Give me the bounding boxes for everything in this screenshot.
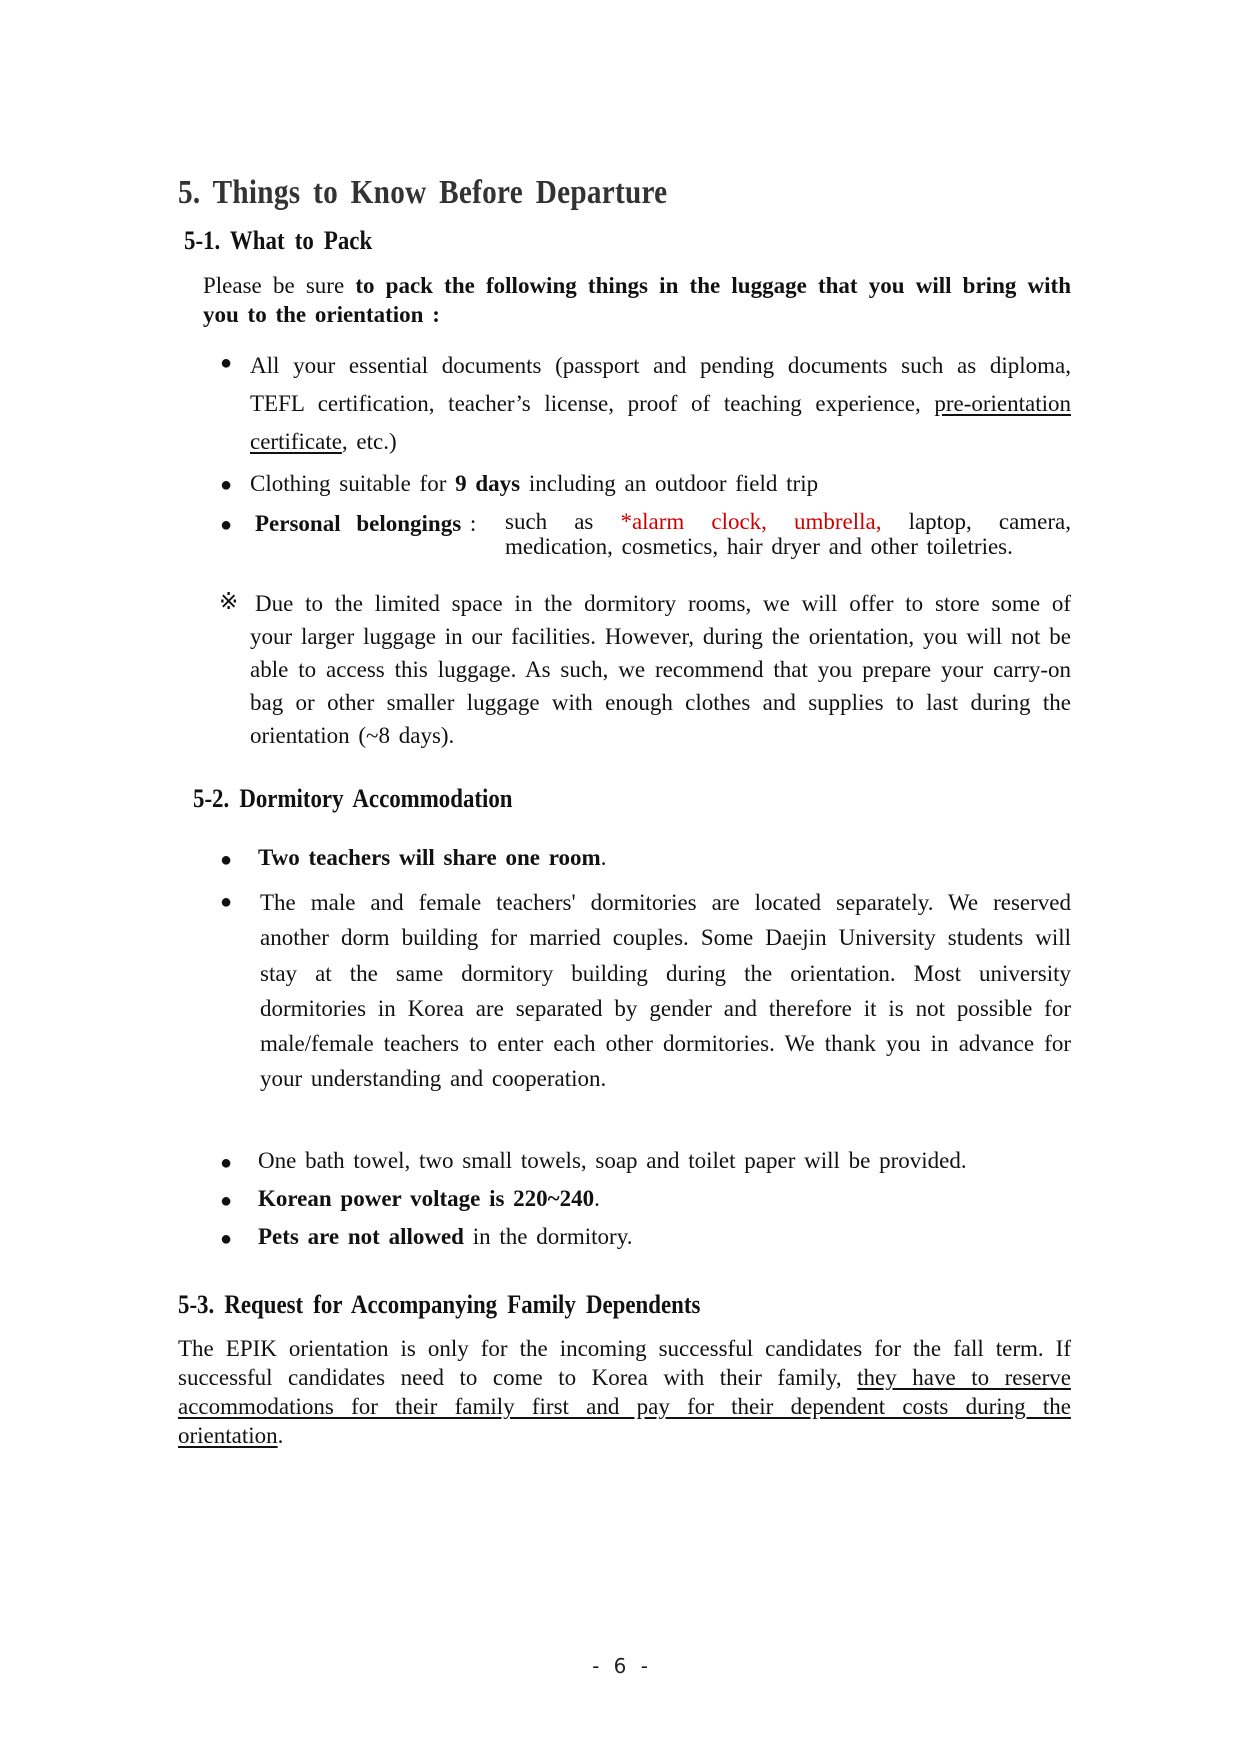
item-bold: Pets are not allowed — [258, 1224, 464, 1249]
pack-intro — [203, 271, 1071, 329]
item-text: including an outdoor field trip — [520, 471, 819, 496]
bullet-icon: ● — [220, 891, 233, 913]
item-bold: Two teachers will share one room — [258, 845, 601, 870]
item-text: All your essential documents (passport and pending documents such as diploma, TEFL certification, teacher’s license, proof of teaching experience, — [250, 353, 1071, 416]
item-text-end: . — [600, 845, 607, 870]
item-text: Clothing suitable for — [250, 471, 456, 496]
item-bold: Personal belongings — [255, 511, 462, 536]
subsection-title-5-2: 5-2. Dormitory Accommodation — [193, 784, 513, 813]
text-underlined: they have to reserve accommodations for their family first and pay for their dependent costs during the orientation — [178, 1365, 1071, 1448]
list-item-clothing — [250, 469, 1071, 498]
intro-bold: to pack the following things in the luggage that you will bring with you to the orientation : — [203, 273, 1071, 327]
list-item-documents — [250, 347, 1071, 461]
subsection-title-5-3: 5-3. Request for Accompanying Family Dependents — [178, 1290, 701, 1319]
list-item-belongings — [505, 509, 1071, 559]
subsection-title-5-1: 5-1. What to Pack — [184, 226, 373, 255]
highlight-red: *alarm clock, umbrella, — [620, 509, 882, 534]
list-item-towels: One bath towel, two small towels, soap and toilet paper will be provided. — [258, 1148, 967, 1173]
list-item-voltage — [258, 1184, 1071, 1213]
item-text-end: in the dormitory. — [463, 1224, 633, 1249]
bullet-icon: ● — [220, 849, 233, 871]
list-item-dormitories: The male and female teachers' dormitories are located separately. We reserved another dorm building for married couples. Some Daejin University students will stay at the same dormitory building during the orientation. Most university dormitories in Korea are separated by gender and therefore it is not possible for male/female teachers to enter each other dormitories. We thank you in advance for your understanding and cooperation. — [260, 890, 1071, 1092]
bullet-icon: ● — [220, 474, 233, 496]
bullet-icon: ● — [220, 1190, 233, 1212]
bullet-icon: ● — [220, 1152, 233, 1174]
item-text: laptop, camera, — [881, 509, 1071, 534]
pre-orientation-certificate-link: pre-orientation certificate — [250, 391, 1071, 454]
item-colon: : — [461, 511, 477, 536]
page-number: - 6 - — [592, 1654, 648, 1678]
bullet-icon: ● — [220, 352, 233, 374]
list-item-share-room — [258, 843, 1071, 872]
belongings-line-2: medication, cosmetics, hair dryer and other toiletries. — [505, 534, 1013, 559]
item-bold: Korean power voltage is 220~240 — [258, 1186, 595, 1211]
reference-mark-icon: ※ — [219, 589, 239, 614]
family-dependents-text — [178, 1334, 1071, 1450]
text-end: . — [277, 1423, 284, 1448]
belongings-line-1 — [505, 509, 1071, 534]
list-item-pets — [258, 1222, 1071, 1251]
item-text-end: , etc.) — [341, 429, 397, 454]
intro-plain: Please be sure — [203, 273, 356, 298]
item-text-end: . — [594, 1186, 600, 1211]
item-text: such as — [505, 509, 621, 534]
bullet-icon: ● — [220, 514, 233, 536]
section-heading: 5. Things to Know Before Departure — [178, 174, 668, 211]
storage-note: Due to the limited space in the dormitory rooms, we will offer to store some of your larger luggage in our facilities. However, during the orientation, you will not be able to access this luggage. As such, we recommend that you prepare your carry-on bag or other smaller luggage with enough clothes and supplies to last during the orientation (~8 days). — [250, 591, 1071, 748]
text-plain: The EPIK orientation is only for the incoming successful candidates for the fall term. If successful candidates need to come to Korea with their family, — [178, 1336, 1071, 1390]
personal-belongings-label — [255, 509, 505, 538]
bullet-icon: ● — [220, 1228, 233, 1250]
item-bold: 9 days — [455, 471, 521, 496]
